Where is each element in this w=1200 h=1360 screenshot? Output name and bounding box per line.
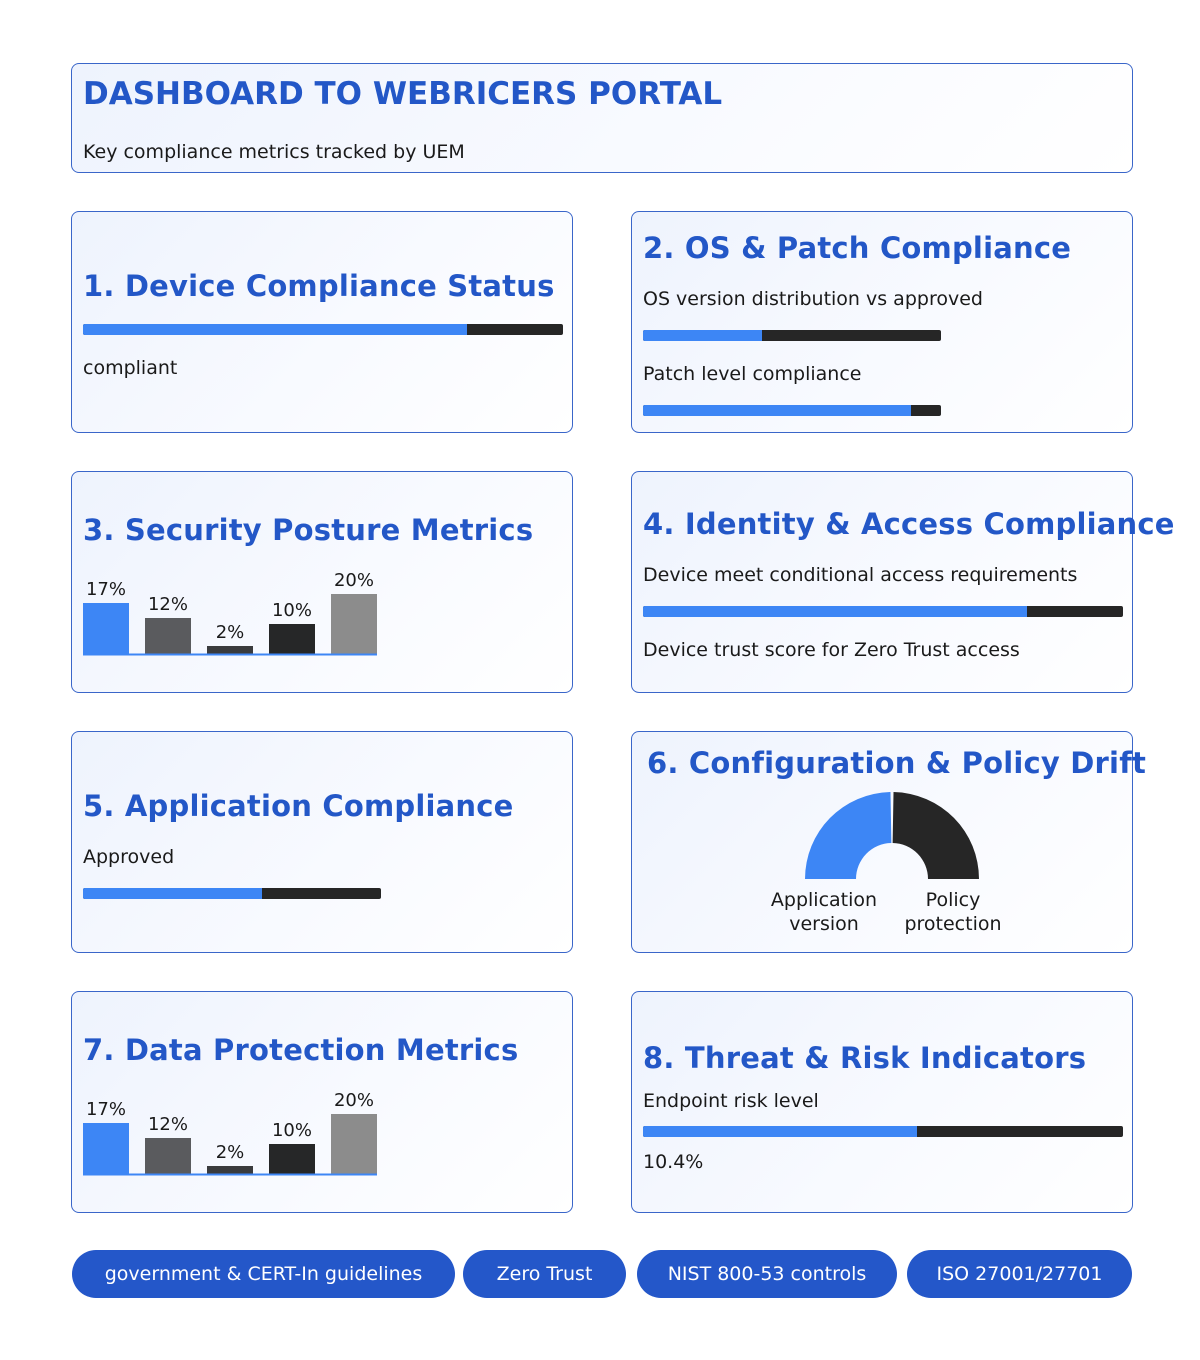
bar-label-4: 10%: [271, 600, 313, 621]
application-compliance-card: [71, 731, 573, 953]
config-drift-title: 6. Configuration & Policy Drift: [647, 746, 1147, 780]
endpoint-risk-bar-fill: [643, 1126, 917, 1137]
bar-label-1: 17%: [85, 1099, 127, 1120]
os-patch-title: 2. OS & Patch Compliance: [643, 231, 1072, 265]
page-subtitle: Key compliance metrics tracked by UEM: [83, 141, 465, 163]
application-compliance-bar-fill: [83, 888, 262, 899]
bar-4: [269, 1144, 315, 1174]
endpoint-risk-value: 10.4%: [643, 1151, 704, 1173]
os-version-bar-fill: [643, 330, 762, 341]
device-compliance-bar-fill: [83, 324, 467, 335]
bar-label-2: 12%: [147, 1114, 189, 1135]
page-title: DASHBOARD TO WEBRICERS PORTAL: [83, 76, 723, 112]
endpoint-risk-bar: [643, 1126, 1123, 1137]
device-compliance-label: compliant: [83, 357, 178, 379]
identity-access-title: 4. Identity & Access Compliance: [643, 507, 1175, 541]
identity-access-card: [631, 471, 1175, 693]
bar-label-3: 2%: [215, 622, 245, 643]
device-compliance-card: [71, 211, 573, 433]
bar-label-5: 20%: [333, 1090, 375, 1111]
bar-1: [83, 1123, 129, 1174]
security-posture-title: 3. Security Posture Metrics: [83, 513, 534, 547]
bar-3: [207, 646, 253, 654]
patch-level-label: Patch level compliance: [643, 363, 862, 385]
bar-label-3: 2%: [215, 1142, 245, 1163]
config-drift-card: [631, 731, 1147, 953]
bar-2: [145, 618, 191, 654]
os-version-label: OS version distribution vs approved: [643, 288, 983, 310]
device-compliance-title: 1. Device Compliance Status: [83, 269, 555, 303]
donut-legend-policy-protection: Policy protection: [904, 889, 1002, 935]
bar-label-2: 12%: [147, 594, 189, 615]
header-card: [71, 63, 1133, 173]
trust-score-label: Device trust score for Zero Trust access: [643, 639, 1020, 661]
tag-zero-trust[interactable]: Zero Trust: [463, 1250, 626, 1298]
application-approved-label: Approved: [83, 846, 175, 868]
tag-nist-800-53[interactable]: NIST 800-53 controls: [637, 1250, 897, 1298]
bar-4: [269, 624, 315, 654]
tag-cert-in-guidelines[interactable]: government & CERT-In guidelines: [72, 1250, 455, 1298]
bar-1: [83, 603, 129, 654]
bar-3: [207, 1166, 253, 1174]
bar-label-4: 10%: [271, 1120, 313, 1141]
bar-label-1: 17%: [85, 579, 127, 600]
conditional-access-label: Device meet conditional access requirements: [643, 564, 1078, 586]
security-posture-chart: [83, 556, 379, 656]
conditional-access-bar-fill: [643, 606, 1027, 617]
os-version-bar: [643, 330, 941, 341]
bar-5: [331, 594, 377, 654]
security-posture-card: [71, 471, 573, 693]
application-compliance-title: 5. Application Compliance: [83, 789, 514, 823]
device-compliance-bar: [83, 324, 563, 335]
patch-level-bar: [643, 405, 941, 416]
threat-risk-title: 8. Threat & Risk Indicators: [643, 1041, 1087, 1075]
tag-iso-27001[interactable]: ISO 27001/27701: [907, 1250, 1132, 1298]
data-protection-title: 7. Data Protection Metrics: [83, 1033, 519, 1067]
endpoint-risk-label: Endpoint risk level: [643, 1090, 819, 1112]
bar-2: [145, 1138, 191, 1174]
patch-level-bar-fill: [643, 405, 911, 416]
application-compliance-bar: [83, 888, 381, 899]
conditional-access-bar: [643, 606, 1123, 617]
os-patch-card: [631, 211, 1133, 433]
config-drift-donut-chart: [804, 789, 980, 881]
data-protection-card: [71, 991, 573, 1213]
donut-legend-application-version: Application version: [770, 889, 878, 935]
data-protection-chart: [83, 1076, 379, 1176]
threat-risk-card: [631, 991, 1133, 1213]
bar-5: [331, 1114, 377, 1174]
donut-slice-1: [805, 792, 891, 879]
donut-slice-2: [893, 792, 979, 879]
bar-label-5: 20%: [333, 570, 375, 591]
